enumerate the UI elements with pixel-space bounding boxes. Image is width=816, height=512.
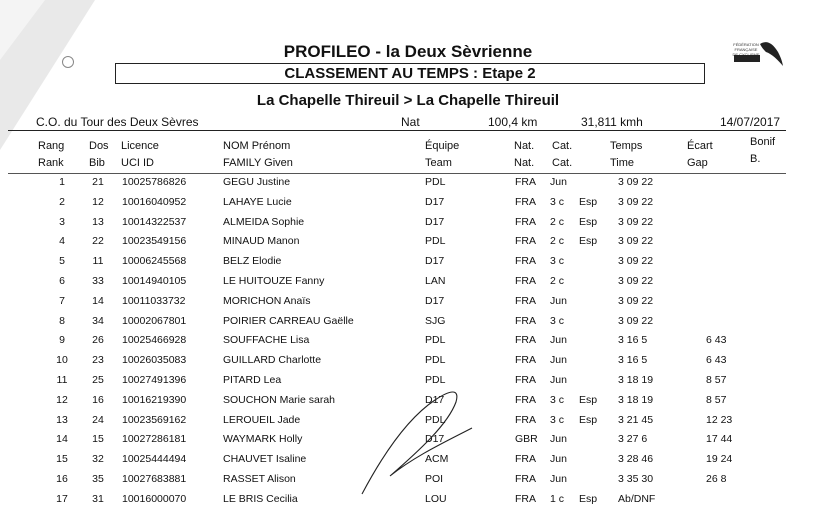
table-row bbox=[0, 176, 816, 195]
bib-cell: 23 bbox=[92, 354, 104, 367]
team-cell: POI bbox=[425, 473, 444, 485]
category-cell: 2 c bbox=[550, 215, 565, 228]
bib-cell: 25 bbox=[92, 374, 104, 386]
nationality-cell: FRA bbox=[515, 255, 536, 268]
bib-cell: 26 bbox=[92, 334, 104, 347]
category-cell: Jun bbox=[550, 354, 567, 367]
col-name-en: FAMILY Given bbox=[223, 157, 293, 169]
col-nat-fr: Nat. bbox=[514, 140, 535, 152]
nationality-cell: FRA bbox=[515, 215, 536, 228]
uci-id-cell: 10002067801 bbox=[122, 314, 187, 327]
rider-name-cell: PITARD Lea bbox=[223, 374, 282, 386]
table-row bbox=[0, 295, 816, 314]
team-cell: ACM bbox=[425, 453, 449, 466]
rank-cell: 13 bbox=[56, 413, 68, 426]
gap-cell: 19 24 bbox=[706, 453, 733, 466]
race-date: 14/07/2017 bbox=[720, 115, 781, 129]
category-cell: 3 c bbox=[550, 255, 565, 268]
uci-id-cell: 10016040952 bbox=[122, 195, 187, 208]
col-uci-en: UCI ID bbox=[121, 157, 154, 169]
rider-name-cell: GEGU Justine bbox=[223, 176, 291, 188]
time-cell: 3 16 5 bbox=[618, 354, 648, 367]
divider bbox=[8, 130, 786, 131]
header-divider bbox=[8, 173, 786, 174]
category-cell: 3 c bbox=[550, 393, 565, 406]
table-row bbox=[0, 235, 816, 254]
nationality-cell: FRA bbox=[515, 354, 536, 367]
rider-name-cell: RASSET Alison bbox=[223, 473, 296, 485]
category-cell: 1 c bbox=[550, 492, 565, 505]
rank-cell: 7 bbox=[59, 294, 65, 307]
race-level: Nat bbox=[401, 115, 420, 129]
time-cell: 3 28 46 bbox=[618, 453, 654, 466]
nationality-cell: FRA bbox=[515, 334, 536, 347]
bib-cell: 34 bbox=[92, 314, 104, 327]
uci-id-cell: 10006245568 bbox=[122, 255, 187, 268]
bib-cell: 21 bbox=[92, 176, 104, 188]
uci-id-cell: 10016219390 bbox=[122, 393, 187, 406]
distance: 100,4 km bbox=[488, 115, 538, 129]
nationality-cell: FRA bbox=[515, 314, 536, 327]
nationality-cell: FRA bbox=[515, 294, 536, 307]
sub-category-cell: Esp bbox=[579, 235, 598, 248]
rider-name-cell: WAYMARK Holly bbox=[223, 433, 303, 446]
gap-cell: 12 23 bbox=[706, 413, 733, 426]
nationality-cell: FRA bbox=[515, 413, 536, 426]
team-cell: D17 bbox=[425, 433, 445, 446]
team-cell: D17 bbox=[425, 195, 445, 208]
avg-speed: 31,811 kmh bbox=[581, 115, 643, 129]
rank-cell: 15 bbox=[56, 453, 68, 466]
category-cell: 2 c bbox=[550, 275, 565, 287]
team-cell: PDL bbox=[425, 354, 446, 367]
category-cell: Jun bbox=[550, 374, 567, 386]
uci-id-cell: 10016000070 bbox=[122, 492, 187, 505]
nationality-cell: GBR bbox=[515, 433, 538, 446]
col-bonus-en: B. bbox=[750, 153, 761, 165]
team-cell: SJG bbox=[425, 314, 446, 327]
bib-cell: 11 bbox=[92, 255, 104, 268]
uci-id-cell: 10014940105 bbox=[122, 275, 187, 287]
team-cell: D17 bbox=[425, 393, 445, 406]
time-cell: 3 27 6 bbox=[618, 433, 648, 446]
stage-route: La Chapelle Thireuil > La Chapelle Thireuil bbox=[256, 92, 560, 109]
rank-cell: 12 bbox=[56, 393, 68, 406]
col-team-fr: Équipe bbox=[425, 140, 460, 152]
col-time-fr: Temps bbox=[610, 140, 643, 152]
bib-cell: 22 bbox=[92, 235, 104, 248]
team-cell: PDL bbox=[425, 176, 446, 188]
bib-cell: 31 bbox=[92, 492, 104, 505]
rank-cell: 2 bbox=[59, 195, 65, 208]
team-cell: D17 bbox=[425, 255, 445, 268]
rank-cell: 3 bbox=[59, 215, 65, 228]
bib-cell: 35 bbox=[92, 473, 104, 485]
team-cell: PDL bbox=[425, 235, 446, 248]
table-row bbox=[0, 315, 816, 334]
sub-category-cell: Esp bbox=[579, 393, 598, 406]
nationality-cell: FRA bbox=[515, 235, 536, 248]
nationality-cell: FRA bbox=[515, 176, 536, 188]
rider-name-cell: SOUCHON Marie sarah bbox=[223, 393, 336, 406]
col-name-fr: NOM Prénom bbox=[223, 140, 291, 152]
table-row bbox=[0, 354, 816, 373]
time-cell: 3 35 30 bbox=[618, 473, 654, 485]
rank-cell: 5 bbox=[59, 255, 65, 268]
time-cell: 3 09 22 bbox=[618, 314, 654, 327]
gap-cell: 6 43 bbox=[706, 334, 727, 347]
rider-name-cell: BELZ Elodie bbox=[223, 255, 282, 268]
bib-cell: 12 bbox=[92, 195, 104, 208]
team-cell: PDL bbox=[425, 413, 446, 426]
nationality-cell: FRA bbox=[515, 393, 536, 406]
table-row bbox=[0, 334, 816, 353]
uci-id-cell: 10026035083 bbox=[122, 354, 187, 367]
rider-name-cell: SOUFFACHE Lisa bbox=[223, 334, 310, 347]
rank-cell: 1 bbox=[59, 176, 65, 188]
category-cell: Jun bbox=[550, 176, 567, 188]
team-cell: PDL bbox=[425, 334, 446, 347]
logo-text: FÉDÉRATION FRANÇAISE bbox=[733, 42, 759, 52]
rank-cell: 9 bbox=[59, 334, 65, 347]
table-row bbox=[0, 196, 816, 215]
rider-name-cell: CHAUVET Isaline bbox=[223, 453, 307, 466]
time-cell: 3 09 22 bbox=[618, 215, 654, 228]
gap-cell: 17 44 bbox=[706, 433, 733, 446]
rank-cell: 16 bbox=[56, 473, 68, 485]
handwritten-signature bbox=[360, 380, 490, 496]
category-cell: Jun bbox=[550, 433, 567, 446]
sub-category-cell: Esp bbox=[579, 492, 598, 505]
rank-cell: 10 bbox=[56, 354, 68, 367]
time-cell: 3 09 22 bbox=[618, 235, 654, 248]
rank-cell: 14 bbox=[56, 433, 68, 446]
col-bib-fr: Dos bbox=[89, 140, 109, 152]
bib-cell: 15 bbox=[92, 433, 104, 446]
gap-cell: 8 57 bbox=[706, 393, 727, 406]
nationality-cell: FRA bbox=[515, 492, 536, 505]
time-cell: 3 09 22 bbox=[618, 255, 654, 268]
team-cell: D17 bbox=[425, 215, 445, 228]
time-cell: Ab/DNF bbox=[618, 492, 656, 505]
bib-cell: 33 bbox=[92, 275, 104, 287]
uci-id-cell: 10023549156 bbox=[122, 235, 187, 248]
rank-cell: 4 bbox=[59, 235, 65, 248]
category-cell: 3 c bbox=[550, 413, 565, 426]
gap-cell: 6 43 bbox=[706, 354, 727, 367]
rider-name-cell: LAHAYE Lucie bbox=[223, 195, 292, 208]
sub-category-cell: Esp bbox=[579, 215, 598, 228]
rider-name-cell: POIRIER CARREAU Gaëlle bbox=[223, 314, 354, 327]
bib-cell: 32 bbox=[92, 453, 104, 466]
sub-category-cell: Esp bbox=[579, 413, 598, 426]
category-cell: Jun bbox=[550, 294, 567, 307]
rider-name-cell: GUILLARD Charlotte bbox=[223, 354, 322, 367]
page-title: PROFILEO - la Deux Sèvrienne bbox=[283, 42, 533, 61]
col-team-en: Team bbox=[425, 157, 452, 169]
bib-cell: 16 bbox=[92, 393, 104, 406]
category-cell: Jun bbox=[550, 334, 567, 347]
category-cell: Jun bbox=[550, 473, 567, 485]
bib-cell: 13 bbox=[92, 215, 104, 228]
uci-id-cell: 10025786826 bbox=[122, 176, 187, 188]
table-row bbox=[0, 275, 816, 294]
rider-name-cell: MORICHON Anaïs bbox=[223, 294, 311, 307]
col-bib-en: Bib bbox=[89, 157, 105, 169]
col-bonus-fr: Bonif bbox=[750, 136, 776, 148]
col-cat-fr: Cat. bbox=[552, 140, 573, 152]
nationality-cell: FRA bbox=[515, 473, 536, 485]
rider-name-cell: ALMEIDA Sophie bbox=[223, 215, 305, 228]
nationality-cell: FRA bbox=[515, 195, 536, 208]
time-cell: 3 18 19 bbox=[618, 393, 654, 406]
uci-id-cell: 10027286181 bbox=[122, 433, 187, 446]
classification-title: CLASSEMENT AU TEMPS : Etape 2 bbox=[115, 63, 705, 84]
col-nat-en: Nat. bbox=[514, 157, 535, 169]
category-cell: 3 c bbox=[550, 314, 565, 327]
col-gap-en: Gap bbox=[687, 157, 708, 169]
team-cell: LOU bbox=[425, 492, 447, 505]
col-time-en: Time bbox=[610, 157, 635, 169]
col-gap-fr: Écart bbox=[687, 140, 713, 152]
col-cat-en: Cat. bbox=[552, 157, 573, 169]
uci-id-cell: 10011033732 bbox=[122, 294, 186, 307]
uci-id-cell: 10014322537 bbox=[122, 215, 187, 228]
time-cell: 3 21 45 bbox=[618, 413, 654, 426]
category-cell: 2 c bbox=[550, 235, 565, 248]
bib-cell: 24 bbox=[92, 413, 104, 426]
uci-id-cell: 10025444494 bbox=[122, 453, 187, 466]
nationality-cell: FRA bbox=[515, 374, 536, 386]
team-cell: PDL bbox=[425, 374, 446, 386]
rank-cell: 6 bbox=[59, 275, 65, 287]
time-cell: 3 18 19 bbox=[618, 374, 654, 386]
time-cell: 3 09 22 bbox=[618, 176, 654, 188]
uci-id-cell: 10027683881 bbox=[122, 473, 187, 485]
category-cell: 3 c bbox=[550, 195, 565, 208]
uci-id-cell: 10025466928 bbox=[122, 334, 187, 347]
rider-name-cell: LE BRIS Cecilia bbox=[223, 492, 298, 505]
table-row bbox=[0, 216, 816, 235]
rank-cell: 8 bbox=[59, 314, 65, 327]
rider-name-cell: MINAUD Manon bbox=[223, 235, 300, 248]
time-cell: 3 16 5 bbox=[618, 334, 648, 347]
col-rank-fr: Rang bbox=[38, 140, 65, 152]
team-cell: D17 bbox=[425, 294, 445, 307]
bib-cell: 14 bbox=[92, 294, 104, 307]
time-cell: 3 09 22 bbox=[618, 294, 654, 307]
nationality-cell: FRA bbox=[515, 275, 536, 287]
rider-name-cell: LEROUEIL Jade bbox=[223, 413, 301, 426]
time-cell: 3 09 22 bbox=[618, 275, 654, 287]
uci-id-cell: 10027491396 bbox=[122, 374, 187, 386]
team-cell: LAN bbox=[425, 275, 446, 287]
col-rank-en: Rank bbox=[38, 157, 64, 169]
rank-cell: 11 bbox=[56, 374, 68, 386]
gap-cell: 8 57 bbox=[706, 374, 727, 386]
col-uci-fr: Licence bbox=[121, 140, 159, 152]
rider-name-cell: LE HUITOUZE Fanny bbox=[223, 275, 325, 287]
uci-id-cell: 10023569162 bbox=[122, 413, 187, 426]
time-cell: 3 09 22 bbox=[618, 195, 654, 208]
rank-cell: 17 bbox=[56, 492, 68, 505]
table-row bbox=[0, 255, 816, 274]
gap-cell: 26 8 bbox=[706, 473, 727, 485]
organizer: C.O. du Tour des Deux Sèvres bbox=[36, 115, 199, 129]
category-cell: Jun bbox=[550, 453, 567, 466]
sub-category-cell: Esp bbox=[579, 195, 598, 208]
nationality-cell: FRA bbox=[515, 453, 536, 466]
